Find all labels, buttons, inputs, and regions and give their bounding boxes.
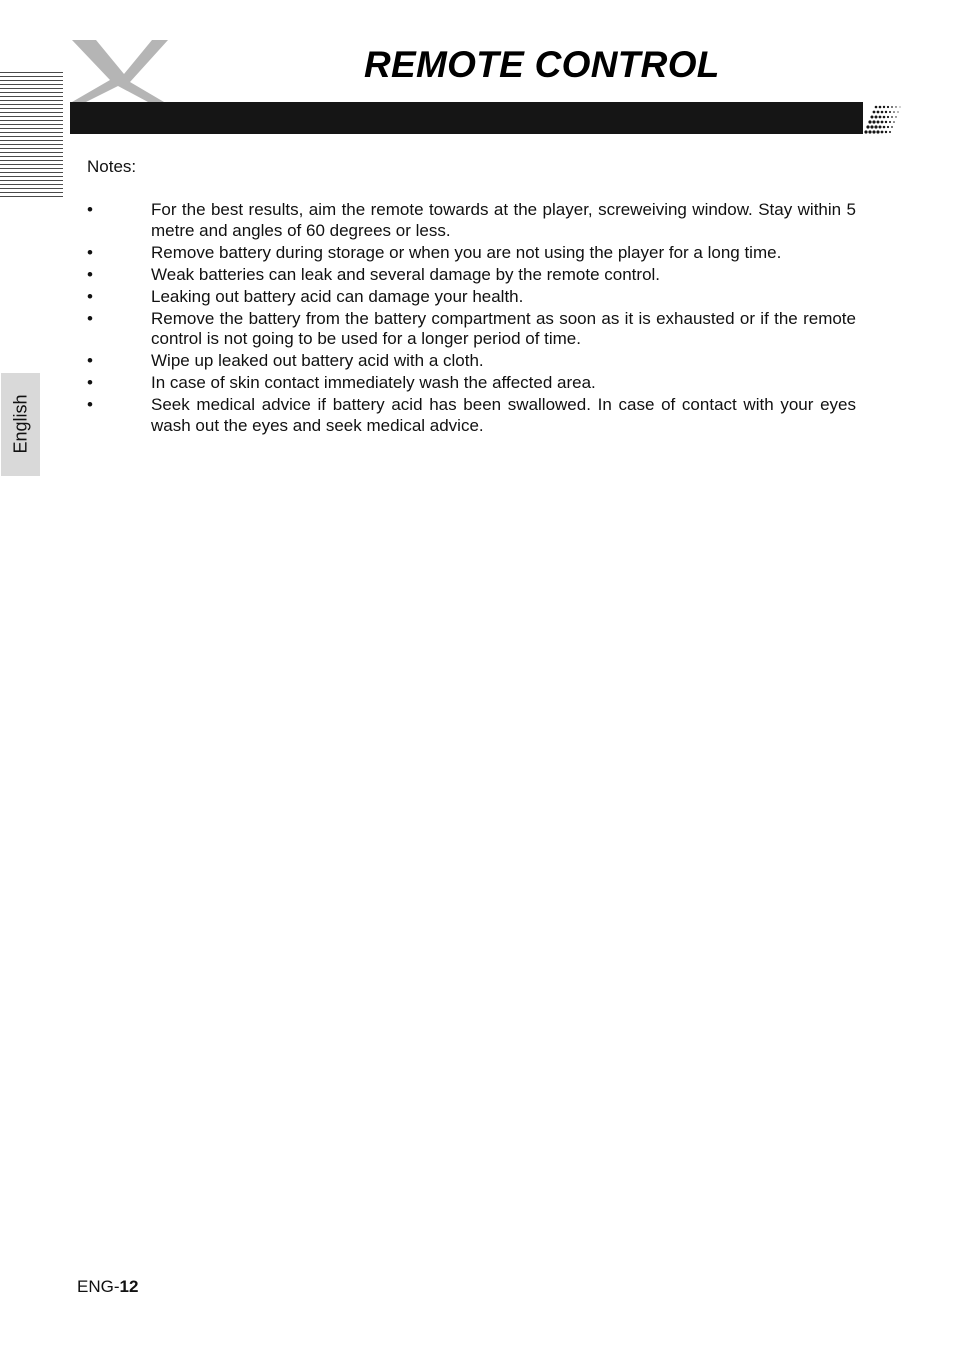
page-number-value: 12: [119, 1277, 139, 1296]
title-bar: [70, 102, 863, 134]
bullet-icon: •: [87, 242, 93, 262]
list-item-text: Wipe up leaked out battery acid with a cloth.: [151, 351, 484, 370]
list-item: [87, 395, 856, 436]
list-item: [87, 200, 856, 241]
list-item: [87, 265, 856, 286]
list-item-text: Weak batteries can leak and several damage by the remote control.: [151, 264, 661, 284]
list-item: [87, 287, 856, 308]
page-number-prefix: ENG-: [77, 1277, 120, 1296]
list-item: [87, 309, 856, 350]
notes-heading: Notes:: [87, 157, 137, 176]
list-item-text: Leaking out battery acid can damage your health.: [151, 286, 524, 306]
edge-stripes: [0, 72, 63, 200]
bullet-icon: •: [87, 373, 93, 392]
bullet-icon: •: [87, 308, 93, 328]
page-title: REMOTE CONTROL: [364, 44, 720, 85]
list-item-text: For the best results, aim the remote towards at the player, screweiving window. Stay within 5 metre and angles of 60 degrees or less.: [151, 200, 856, 240]
list-item-text: In case of skin contact immediately wash the affected area.: [151, 373, 596, 392]
bullet-icon: •: [87, 351, 93, 370]
bullet-icon: •: [87, 264, 93, 284]
list-item: [87, 373, 856, 394]
page-number: [77, 1277, 138, 1297]
list-item: [87, 351, 856, 372]
list-item-text: Remove battery during storage or when you are not using the player for a long time.: [151, 242, 782, 262]
list-item-text: Remove the battery from the battery compartment as soon as it is exhausted or if the remote control is not going to be used for a longer period of time.: [151, 308, 856, 348]
bullet-icon: •: [87, 200, 93, 219]
language-tab-label: English: [10, 394, 31, 454]
x-logo-icon: [68, 36, 178, 108]
notes-list: [87, 200, 856, 438]
bullet-icon: •: [87, 286, 93, 306]
list-item: [87, 243, 856, 264]
bullet-icon: •: [87, 395, 93, 414]
dot-pattern-icon: [860, 102, 904, 134]
list-item-text: Seek medical advice if battery acid has been swallowed. In case of contact with your eyes wash out the eyes and seek medical advice.: [151, 395, 856, 435]
